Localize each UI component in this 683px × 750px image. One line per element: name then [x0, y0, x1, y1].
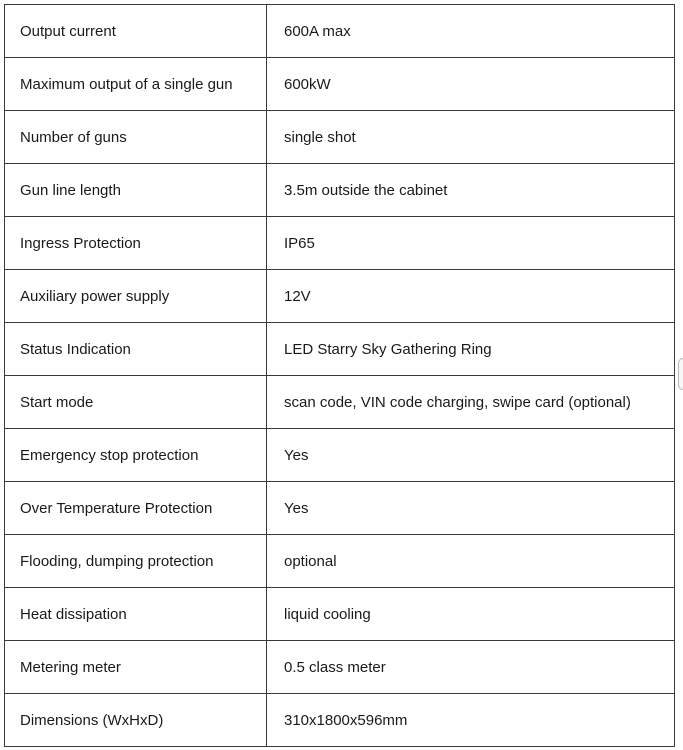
spec-label: Maximum output of a single gun — [5, 58, 267, 111]
spec-value: IP65 — [267, 217, 675, 270]
spec-value: LED Starry Sky Gathering Ring — [267, 323, 675, 376]
spec-label: Auxiliary power supply — [5, 270, 267, 323]
table-row — [5, 323, 675, 376]
spec-label: Start mode — [5, 376, 267, 429]
spec-value: Yes — [267, 482, 675, 535]
spec-value: Yes — [267, 429, 675, 482]
table-row — [5, 164, 675, 217]
spec-label: Number of guns — [5, 111, 267, 164]
spec-value: 3.5m outside the cabinet — [267, 164, 675, 217]
table-row — [5, 376, 675, 429]
side-panel-tab[interactable] — [678, 358, 683, 390]
table-row — [5, 217, 675, 270]
spec-value: single shot — [267, 111, 675, 164]
spec-value: liquid cooling — [267, 588, 675, 641]
table-row — [5, 641, 675, 694]
spec-label: Dimensions (WxHxD) — [5, 694, 267, 747]
spec-value: optional — [267, 535, 675, 588]
table-row — [5, 270, 675, 323]
table-row — [5, 482, 675, 535]
table-row — [5, 5, 675, 58]
spec-value: scan code, VIN code charging, swipe card (optional) — [267, 376, 675, 429]
spec-label: Emergency stop protection — [5, 429, 267, 482]
spec-label: Over Temperature Protection — [5, 482, 267, 535]
spec-label: Flooding, dumping protection — [5, 535, 267, 588]
spec-value: 310x1800x596mm — [267, 694, 675, 747]
spec-label: Heat dissipation — [5, 588, 267, 641]
spec-value: 600A max — [267, 5, 675, 58]
table-row — [5, 58, 675, 111]
table-row — [5, 429, 675, 482]
spec-value: 600kW — [267, 58, 675, 111]
spec-table — [4, 4, 675, 747]
spec-value: 12V — [267, 270, 675, 323]
table-row — [5, 588, 675, 641]
table-row — [5, 694, 675, 747]
spec-label: Ingress Protection — [5, 217, 267, 270]
spec-label: Gun line length — [5, 164, 267, 217]
table-row — [5, 111, 675, 164]
spec-label: Metering meter — [5, 641, 267, 694]
spec-label: Status Indication — [5, 323, 267, 376]
spec-label: Output current — [5, 5, 267, 58]
table-row — [5, 535, 675, 588]
spec-value: 0.5 class meter — [267, 641, 675, 694]
